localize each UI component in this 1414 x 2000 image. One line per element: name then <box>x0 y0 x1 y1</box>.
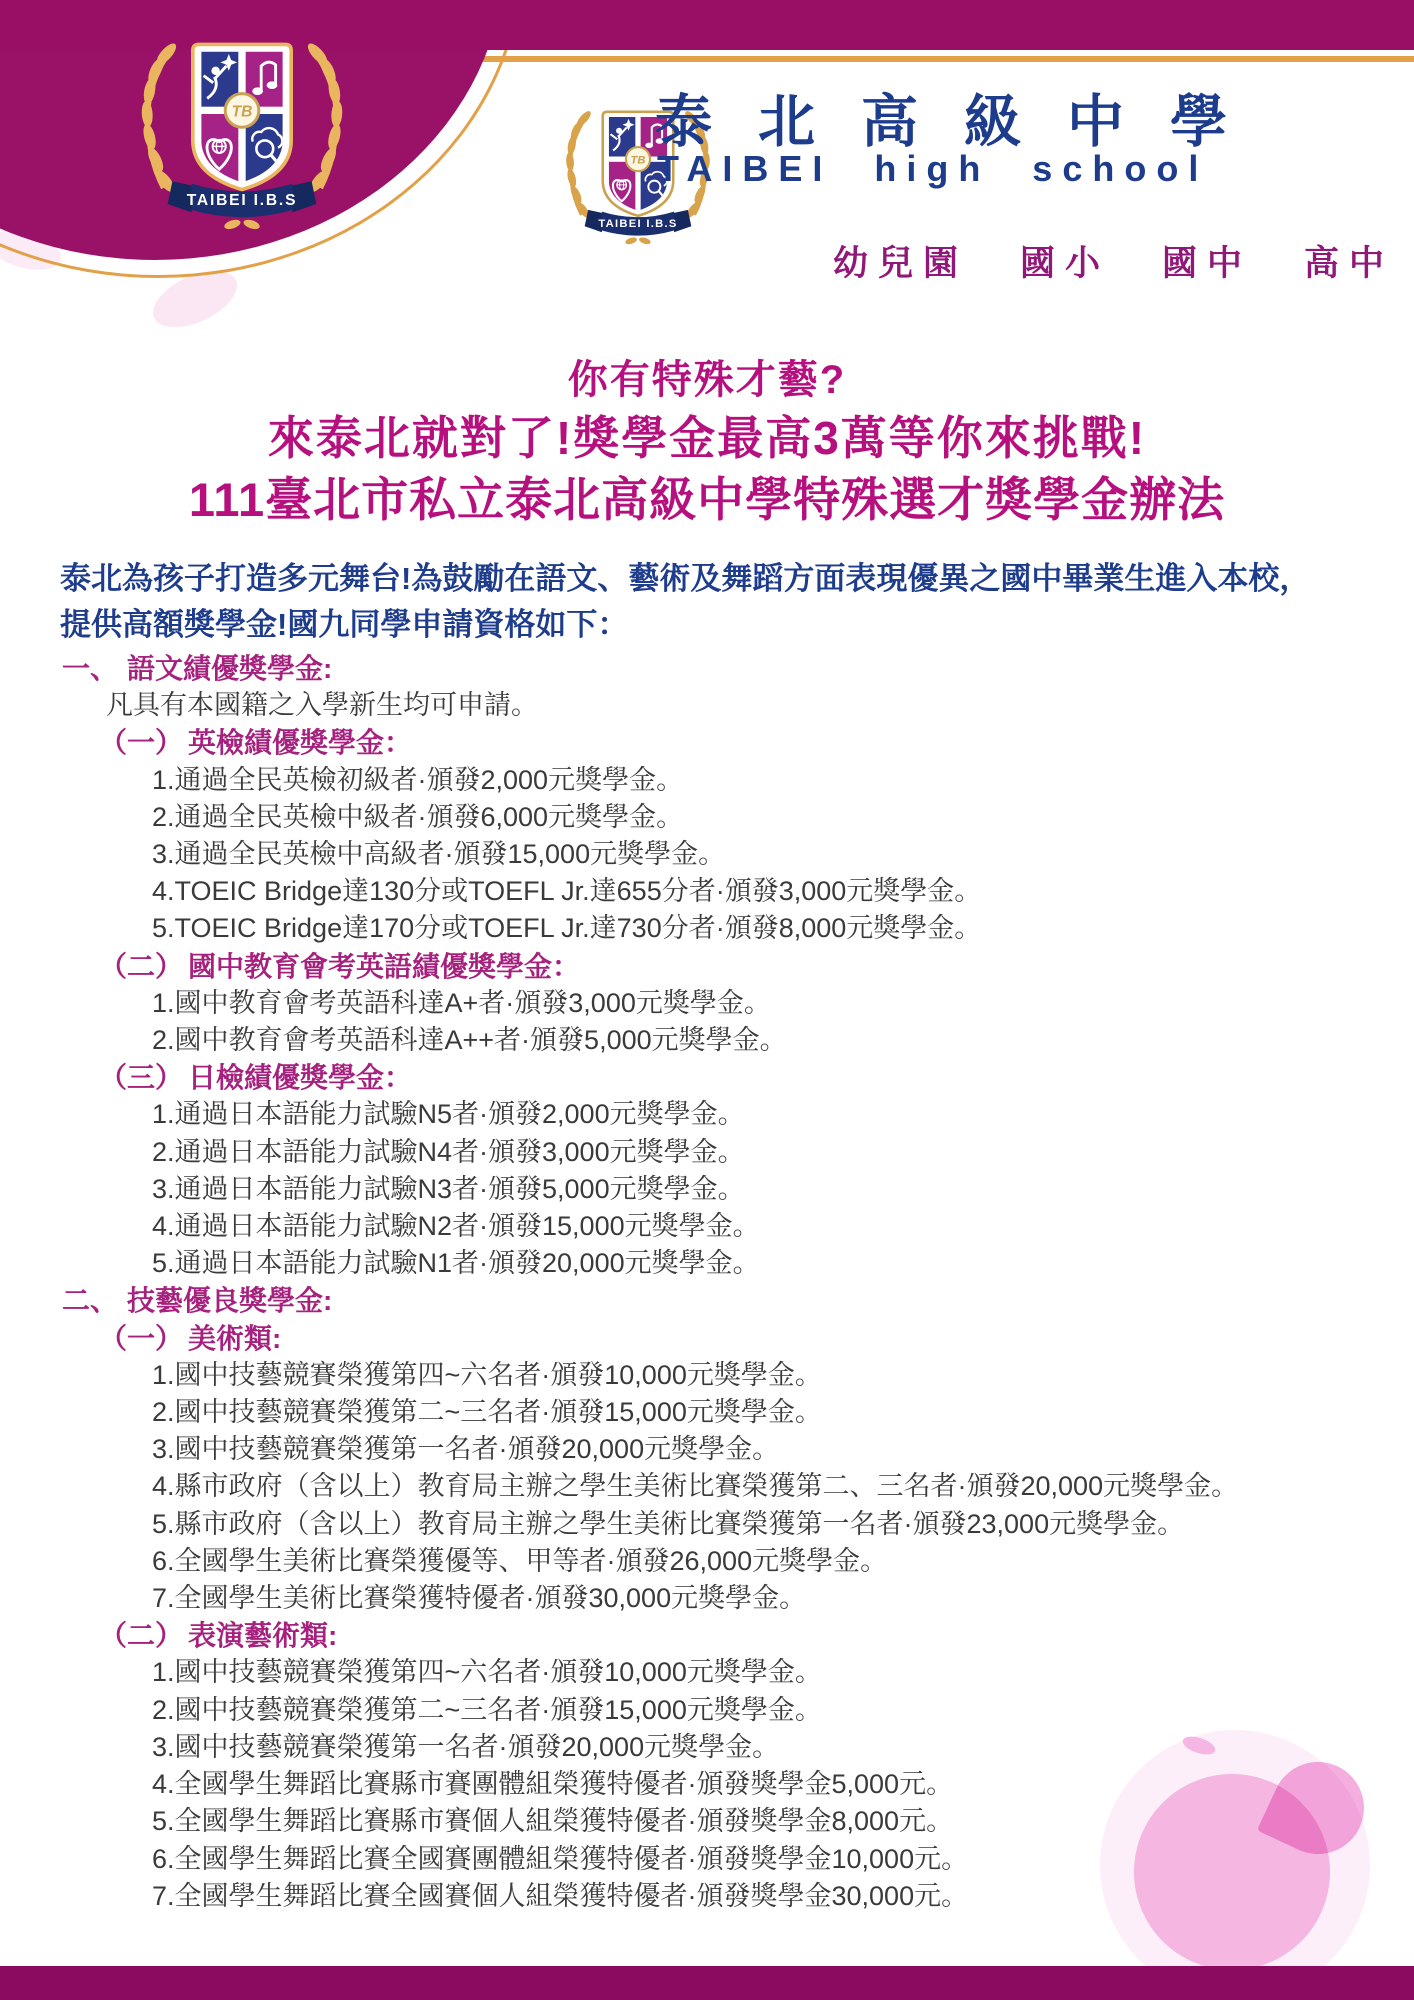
section-2-label: 二、 <box>62 1285 119 1317</box>
intro-line-1: 泰北為孩子打造多元舞台!為鼓勵在語文、藝術及舞蹈方面表現優異之國中畢業生進入本校， <box>60 561 1311 596</box>
title-line-3: 111臺北市私立泰北高級中學特殊選才獎學金辦法 <box>188 473 1226 526</box>
list-item: 3.國中技藝競賽榮獲第一名者·頒發20,000元獎學金。 <box>152 1731 780 1762</box>
subsection-1-1-label: （一） <box>99 727 184 759</box>
list-item: 2.國中教育會考英語科達A++者·頒發5,000元獎學金。 <box>152 1025 787 1056</box>
intro-paragraph <box>60 556 1395 648</box>
division-list <box>833 236 1394 286</box>
list-item: 3.通過日本語能力試驗N3者·頒發5,000元獎學金。 <box>152 1173 745 1204</box>
laurel-wreath-icon <box>566 109 593 220</box>
section-2-title: 技藝優良獎學金: <box>127 1285 333 1317</box>
flyer-title <box>0 352 1414 531</box>
list-item: 4.全國學生舞蹈比賽縣市賽團體組榮獲特優者·頒發獎學金5,000元。 <box>152 1769 954 1800</box>
list-item: 4.TOEIC Bridge達130分或TOEFL Jr.達655分者·頒發3,000元獎學金。 <box>152 876 982 907</box>
subsection-1-3-label: （三） <box>99 1062 184 1094</box>
subsection-1-3-title: 日檢績優獎學金： <box>188 1062 413 1094</box>
laurel-wreath-icon <box>141 41 179 195</box>
magenta-bottom-bar <box>0 1966 1414 2000</box>
section-1-heading <box>62 650 1382 687</box>
section-1-title: 語文績優獎學金: <box>127 653 333 684</box>
subsection-2-1-label: （一） <box>99 1322 184 1354</box>
subsection-2-2-title: 表演藝術類: <box>188 1620 338 1652</box>
subsection-1-2-label: （二） <box>99 950 184 982</box>
division-senior-high: 高中 <box>1304 244 1395 283</box>
subsection-1-2-heading <box>62 948 1382 985</box>
laurel-wreath-icon <box>305 41 343 195</box>
section-1-label: 一、 <box>62 653 119 684</box>
section-2-heading <box>62 1282 1382 1319</box>
list-item: 1.國中教育會考英語科達A+者·頒發3,000元獎學金。 <box>152 987 771 1018</box>
list-item: 4.通過日本語能力試驗N2者·頒發15,000元獎學金。 <box>152 1211 760 1242</box>
list-item: 6.全國學生舞蹈比賽全國賽團體組榮獲特優者·頒發獎學金10,000元。 <box>152 1843 969 1874</box>
scholarship-outline <box>62 650 1382 1915</box>
subsection-2-1-title: 美術類: <box>188 1322 282 1354</box>
subsection-2-2-heading <box>62 1617 1382 1654</box>
list-item: 5.全國學生舞蹈比賽縣市賽個人組榮獲特優者·頒發獎學金8,000元。 <box>152 1806 954 1837</box>
subsection-2-2-label: （二） <box>99 1620 184 1652</box>
list-item: 5.縣市政府（含以上）教育局主辦之學生美術比賽榮獲第一名者·頒發23,000元獎學金。 <box>152 1508 1185 1539</box>
svg-text:TAIBEI I.B.S: TAIBEI I.B.S <box>186 192 298 210</box>
intro-line-2: 提供高額獎學金!國九同學申請資格如下： <box>60 607 629 642</box>
list-item: 2.通過全民英檢中級者·頒發6,000元獎學金。 <box>152 801 684 832</box>
list-item: 6.全國學生美術比賽榮獲優等、甲等者·頒發26,000元獎學金。 <box>152 1545 888 1576</box>
subsection-1-1-heading <box>62 724 1382 761</box>
title-line-2: 來泰北就對了!獎學金最高3萬等你來挑戰! <box>267 412 1147 464</box>
crest-monogram: TB <box>231 103 253 121</box>
list-item: 5.TOEIC Bridge達170分或TOEFL Jr.達730分者·頒發8,000元獎學金。 <box>152 913 982 944</box>
subsection-1-3-heading <box>62 1059 1382 1096</box>
subsection-2-1-heading <box>62 1320 1382 1357</box>
list-item: 1.通過全民英檢初級者·頒發2,000元獎學金。 <box>152 764 684 795</box>
svg-text:TAIBEI I.B.S: TAIBEI I.B.S <box>598 218 678 231</box>
title-line-1: 你有特殊才藝? <box>567 358 847 402</box>
list-item: 2.通過日本語能力試驗N4者·頒發3,000元獎學金。 <box>152 1136 745 1167</box>
list-item: 3.國中技藝競賽榮獲第一名者·頒發20,000元獎學金。 <box>152 1434 780 1465</box>
list-item: 1.國中技藝競賽榮獲第四~六名者·頒發10,000元獎學金。 <box>152 1657 822 1688</box>
list-item: 4.縣市政府（含以上）教育局主辦之學生美術比賽榮獲第二、三名者·頒發20,000元獎學金。 <box>152 1471 1239 1502</box>
school-crest-logo <box>122 6 362 234</box>
division-junior-high: 國中 <box>1162 244 1253 283</box>
list-item: 7.全國學生舞蹈比賽全國賽個人組榮獲特優者·頒發獎學金30,000元。 <box>152 1880 969 1911</box>
school-name-en: TAIBEI high school <box>657 148 1209 189</box>
crest-monogram: TB <box>630 154 646 167</box>
list-item: 2.國中技藝競賽榮獲第二~三名者·頒發15,000元獎學金。 <box>152 1397 822 1428</box>
subsection-1-1-title: 英檢績優獎學金： <box>188 727 413 759</box>
subsection-1-2-title: 國中教育會考英語績優獎學金： <box>188 950 581 982</box>
division-elementary: 國小 <box>1020 244 1111 283</box>
school-name-zh: 泰北高級中學 <box>655 90 1273 154</box>
list-item: 1.國中技藝競賽榮獲第四~六名者·頒發10,000元獎學金。 <box>152 1359 822 1390</box>
list-item: 3.通過全民英檢中高級者·頒發15,000元獎學金。 <box>152 839 726 870</box>
section-1-note: 凡具有本國籍之入學新生均可申請。 <box>106 690 538 721</box>
list-item: 7.全國學生美術比賽榮獲特優者·頒發30,000元獎學金。 <box>152 1583 807 1614</box>
list-item: 5.通過日本語能力試驗N1者·頒發20,000元獎學金。 <box>152 1248 760 1279</box>
division-kindergarten: 幼兒園 <box>833 244 969 283</box>
list-item: 2.國中技藝競賽榮獲第二~三名者·頒發15,000元獎學金。 <box>152 1694 822 1725</box>
list-item: 1.通過日本語能力試驗N5者·頒發2,000元獎學金。 <box>152 1099 745 1130</box>
